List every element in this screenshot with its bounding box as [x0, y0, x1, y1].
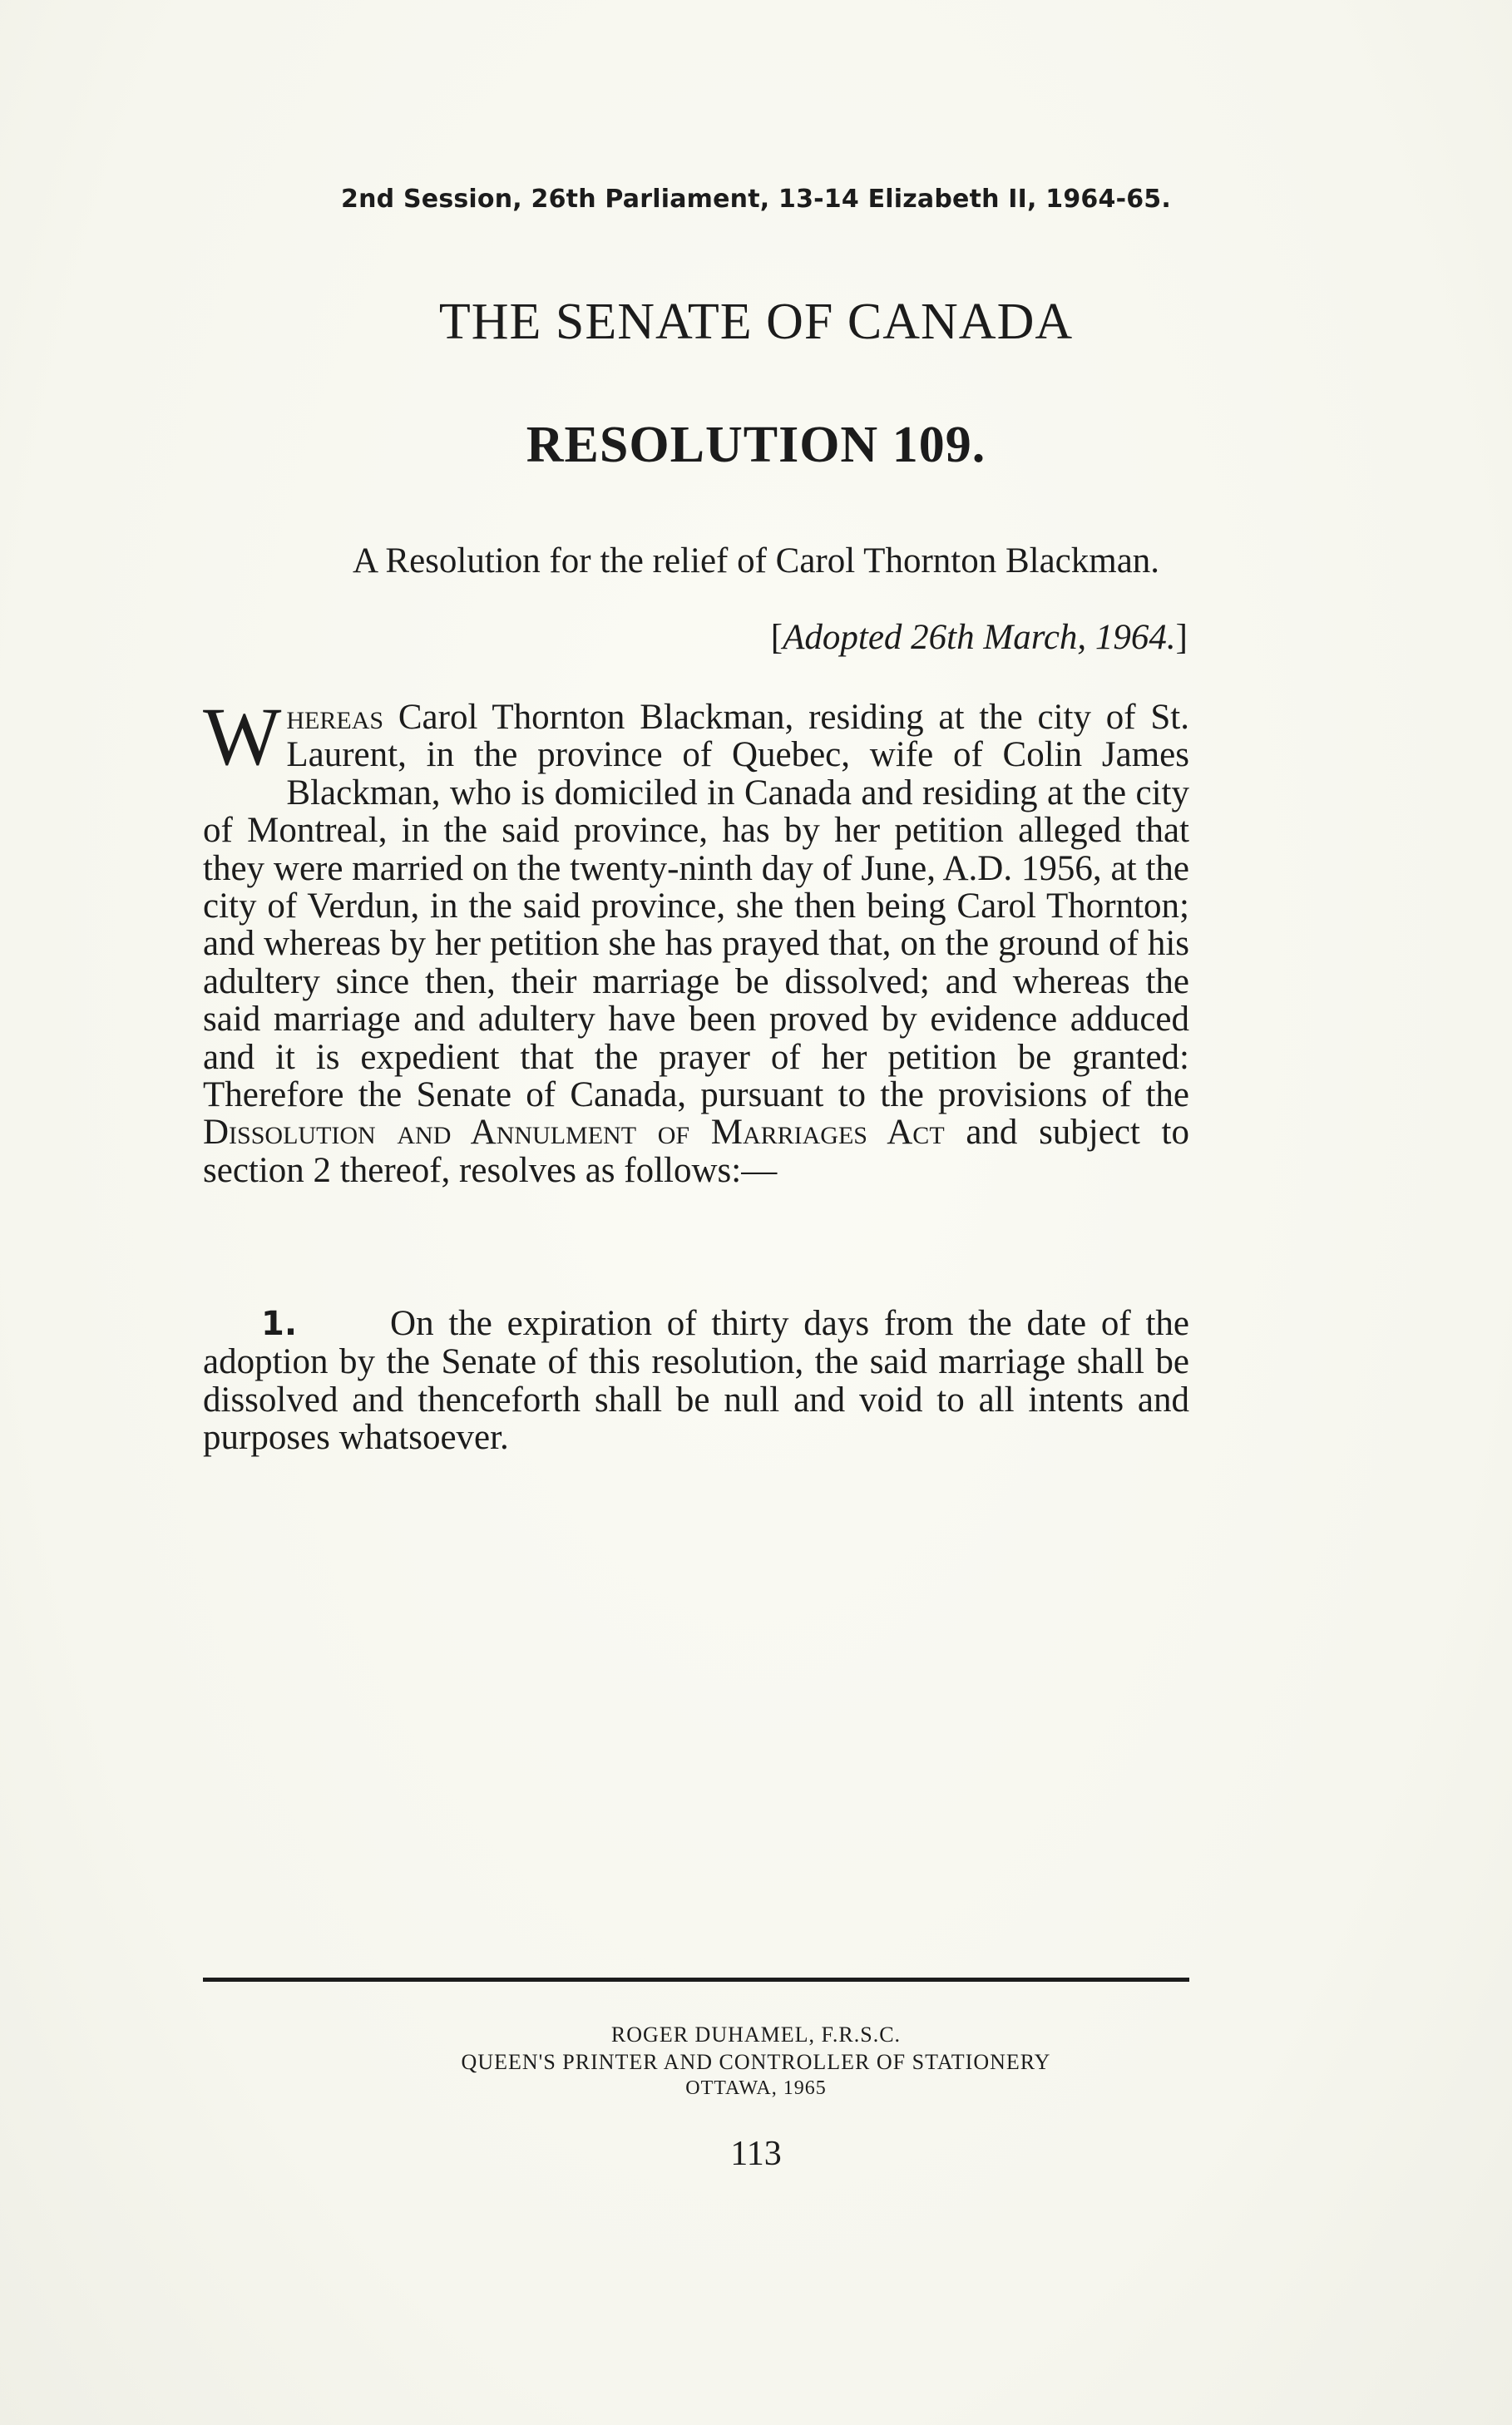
act-name: Dissolution and Annulment of Marriages Act: [203, 1113, 945, 1153]
imprint-printer-title: QUEEN'S PRINTER AND CONTROLLER OF STATIONERY: [461, 2050, 1051, 2074]
dropcap-letter: W: [203, 690, 282, 783]
session-heading: 2nd Session, 26th Parliament, 13-14 Elizabeth II, 1964-65.: [341, 185, 1171, 214]
adopted-date: [771, 617, 1188, 658]
clause-text: On the expiration of thirty days from the date of the adoption by the Senate of this resolution, the said marriage shall be dissolved and thenceforth shall be null and void to all intents and purposes whatsoever.: [203, 1304, 1189, 1458]
senate-title: THE SENATE OF CANADA: [438, 294, 1074, 350]
imprint-place-year: OTTAWA, 1965: [685, 2077, 827, 2099]
preamble-text-part2: and subject to section 2 thereof, resolves as follows:—: [203, 1113, 1189, 1190]
resolution-title: RESOLUTION 109.: [526, 417, 986, 473]
preamble-paragraph: [203, 690, 1189, 1190]
adopted-open-bracket: [: [770, 618, 783, 657]
adopted-text: Adopted 26th March, 1964.: [783, 618, 1176, 657]
preamble-lead-word: hereas: [286, 698, 384, 737]
adopted-close-bracket: ]: [1175, 618, 1188, 657]
preamble-text-part1: Carol Thornton Blackman, residing at the city of St. Laurent, in the province of Quebec, wife of Colin James Blackman, who is domiciled in Canada and residing at the city of Montreal, in the said province, has by her petition alleged that they were married on the twenty-ninth day of June, A.D. 1956, at the city of Verdun, in the said province, she then being Carol Thornton; and whereas by her petition she has prayed that, on the ground of his adultery since then, their marriage be dissolved; and whereas the said marriage and adultery have been proved by evidence adduced and it is expedient that the prayer of her petition be granted: Therefore the Senate of Canada, pursuant to the provisions of the: [203, 698, 1189, 1115]
imprint-printer-name: ROGER DUHAMEL, F.R.S.C.: [610, 2022, 902, 2047]
resolution-subtitle: A Resolution for the relief of Carol Thornton Blackman.: [352, 541, 1160, 580]
footer-divider: [203, 1978, 1189, 1982]
clause-1: [203, 1305, 1189, 1457]
clause-number: 1.: [261, 1305, 298, 1343]
page-number: 113: [730, 2135, 782, 2173]
